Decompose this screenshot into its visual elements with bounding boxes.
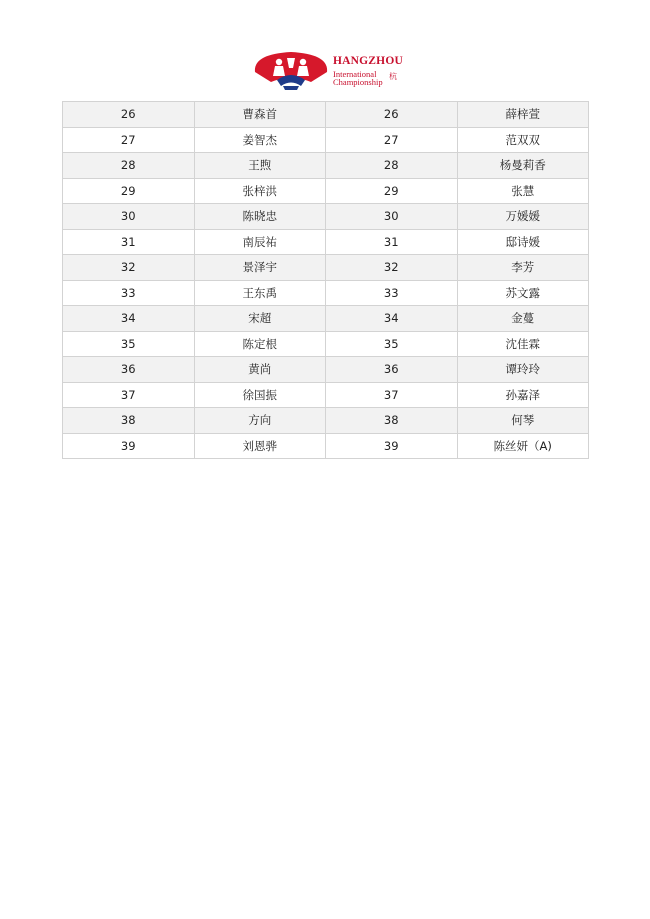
table-row bbox=[63, 178, 589, 204]
table-row bbox=[63, 127, 589, 153]
name-right-cell: 范双双 bbox=[457, 127, 589, 153]
name-left-cell: 刘恩骅 bbox=[194, 433, 326, 459]
name-left-cell: 张梓洪 bbox=[194, 178, 326, 204]
name-right-cell: 金蔓 bbox=[457, 306, 589, 332]
logo-subtitle-line1: International bbox=[333, 68, 377, 79]
name-right-cell: 薛梓萱 bbox=[457, 102, 589, 128]
table-row bbox=[63, 204, 589, 230]
name-left-cell: 陈定根 bbox=[194, 331, 326, 357]
rank-left-cell: 26 bbox=[63, 102, 195, 128]
name-left-cell: 宋超 bbox=[194, 306, 326, 332]
rank-left-cell: 38 bbox=[63, 408, 195, 434]
rank-right-cell: 36 bbox=[326, 357, 458, 383]
name-right-cell: 孙嘉泽 bbox=[457, 382, 589, 408]
table-row bbox=[63, 382, 589, 408]
name-right-cell: 陈丝妍（A) bbox=[457, 433, 589, 459]
name-left-cell: 姜智杰 bbox=[194, 127, 326, 153]
rank-left-cell: 35 bbox=[63, 331, 195, 357]
name-right-cell: 张慧 bbox=[457, 178, 589, 204]
name-right-cell: 苏文露 bbox=[457, 280, 589, 306]
rank-right-cell: 29 bbox=[326, 178, 458, 204]
name-left-cell: 徐国振 bbox=[194, 382, 326, 408]
rank-right-cell: 31 bbox=[326, 229, 458, 255]
rank-left-cell: 27 bbox=[63, 127, 195, 153]
rank-left-cell: 31 bbox=[63, 229, 195, 255]
name-right-cell: 万媛媛 bbox=[457, 204, 589, 230]
name-left-cell: 方向 bbox=[194, 408, 326, 434]
rank-right-cell: 34 bbox=[326, 306, 458, 332]
name-left-cell: 王东禹 bbox=[194, 280, 326, 306]
rank-left-cell: 29 bbox=[63, 178, 195, 204]
table-row bbox=[63, 280, 589, 306]
rank-left-cell: 32 bbox=[63, 255, 195, 281]
rank-left-cell: 36 bbox=[63, 357, 195, 383]
hangzhou-logo bbox=[249, 48, 401, 92]
logo-subtitle-line2: Championship bbox=[333, 77, 383, 87]
rank-left-cell: 34 bbox=[63, 306, 195, 332]
rank-left-cell: 33 bbox=[63, 280, 195, 306]
rank-left-cell: 28 bbox=[63, 153, 195, 179]
table-row bbox=[63, 255, 589, 281]
table-row bbox=[63, 408, 589, 434]
table-row bbox=[63, 433, 589, 459]
rank-right-cell: 30 bbox=[326, 204, 458, 230]
rank-left-cell: 30 bbox=[63, 204, 195, 230]
name-left-cell: 南辰祐 bbox=[194, 229, 326, 255]
name-left-cell: 黄尚 bbox=[194, 357, 326, 383]
name-right-cell: 谭玲玲 bbox=[457, 357, 589, 383]
name-left-cell: 陈晓忠 bbox=[194, 204, 326, 230]
rank-right-cell: 37 bbox=[326, 382, 458, 408]
rank-right-cell: 33 bbox=[326, 280, 458, 306]
rank-left-cell: 37 bbox=[63, 382, 195, 408]
table-row bbox=[63, 102, 589, 128]
table-row bbox=[63, 331, 589, 357]
name-right-cell: 邸诗媛 bbox=[457, 229, 589, 255]
rank-right-cell: 32 bbox=[326, 255, 458, 281]
table-row bbox=[63, 229, 589, 255]
rank-left-cell: 39 bbox=[63, 433, 195, 459]
rank-right-cell: 35 bbox=[326, 331, 458, 357]
name-left-cell: 景泽宇 bbox=[194, 255, 326, 281]
rank-right-cell: 26 bbox=[326, 102, 458, 128]
name-right-cell: 何琴 bbox=[457, 408, 589, 434]
logo-seal: 杭 bbox=[389, 72, 397, 81]
rank-right-cell: 39 bbox=[326, 433, 458, 459]
fan-emblem-icon bbox=[249, 48, 333, 92]
rank-right-cell: 27 bbox=[326, 127, 458, 153]
rank-right-cell: 28 bbox=[326, 153, 458, 179]
name-right-cell: 李芳 bbox=[457, 255, 589, 281]
table-row bbox=[63, 153, 589, 179]
player-roster-table bbox=[62, 101, 589, 459]
table-row bbox=[63, 357, 589, 383]
name-left-cell: 王煦 bbox=[194, 153, 326, 179]
rank-right-cell: 38 bbox=[326, 408, 458, 434]
logo-title: HANGZHOU bbox=[333, 55, 403, 67]
name-right-cell: 沈佳霖 bbox=[457, 331, 589, 357]
table-row bbox=[63, 306, 589, 332]
name-left-cell: 曹森首 bbox=[194, 102, 326, 128]
name-right-cell: 杨曼莉香 bbox=[457, 153, 589, 179]
